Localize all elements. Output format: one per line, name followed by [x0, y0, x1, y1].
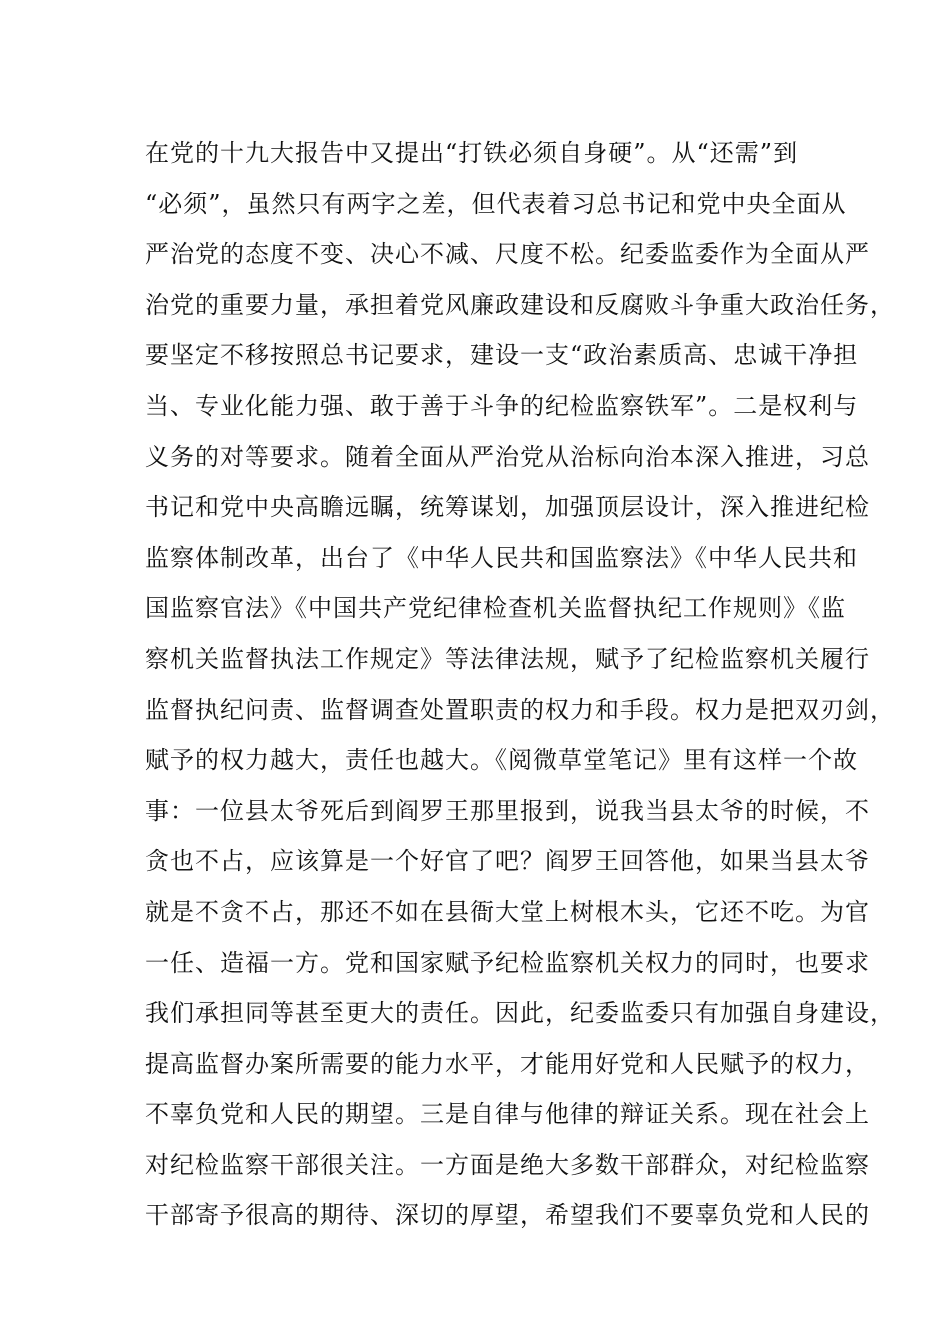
text-line: 要坚定不移按照总书记要求，建设一支“政治素质高、忠诚干净担 — [145, 341, 859, 370]
text-line: 不辜负党和人民的期望。三是自律与他律的辩证关系。现在社会上 — [145, 1100, 870, 1129]
text-line: 察机关监督执法工作规定》等法律法规，赋予了纪检监察机关履行 — [145, 644, 870, 673]
text-line: 监督执纪问责、监督调查处置职责的权力和手段。权力是把双刃剑， — [145, 695, 895, 724]
text-line: 贪也不占，应该算是一个好官了吧？阎罗王回答他，如果当县太爷 — [145, 847, 870, 876]
text-line: 一任、造福一方。党和国家赋予纪检监察机关权力的同时，也要求 — [145, 948, 870, 977]
text-line: 在党的十九大报告中又提出“打铁必须自身硬”。从“还需”到 — [145, 139, 799, 167]
text-line: 国监察官法》《中国共产党纪律检查机关监督执纪工作规则》《监 — [145, 594, 846, 623]
text-line: 我们承担同等甚至更大的责任。因此，纪委监委只有加强自身建设， — [145, 999, 895, 1028]
text-line: 提高监督办案所需要的能力水平，才能用好党和人民赋予的权力， — [145, 1049, 870, 1078]
text-line: 事：一位县太爷死后到阎罗王那里报到，说我当县太爷的时候，不 — [145, 796, 870, 825]
text-line: 义务的对等要求。随着全面从严治党从治标向治本深入推进，习总 — [145, 442, 870, 471]
text-line: 监察体制改革，出台了《中华人民共和国监察法》《中华人民共和 — [145, 543, 858, 572]
text-line: 书记和党中央高瞻远瞩，统筹谋划，加强顶层设计，深入推进纪检 — [145, 493, 870, 522]
text-line: 治党的重要力量，承担着党风廉政建设和反腐败斗争重大政治任务， — [145, 290, 895, 319]
text-line: 赋予的权力越大，责任也越大。《阅微草堂笔记》里有这样一个故 — [145, 746, 858, 775]
text-line: 干部寄予很高的期待、深切的厚望，希望我们不要辜负党和人民的 — [145, 1201, 870, 1230]
body-text — [145, 134, 895, 1247]
text-line: 严治党的态度不变、决心不减、尺度不松。纪委监委作为全面从严 — [145, 240, 870, 269]
text-line: 就是不贪不占，那还不如在县衙大堂上树根木头，它还不吃。为官 — [145, 897, 870, 926]
text-line: 对纪检监察干部很关注。一方面是绝大多数干部群众，对纪检监察 — [145, 1150, 870, 1179]
text-line: 当、专业化能力强、敢于善于斗争的纪检监察铁军”。二是权利与 — [145, 391, 859, 420]
text-line: “必须”，虽然只有两字之差，但代表着习总书记和党中央全面从 — [145, 189, 847, 218]
